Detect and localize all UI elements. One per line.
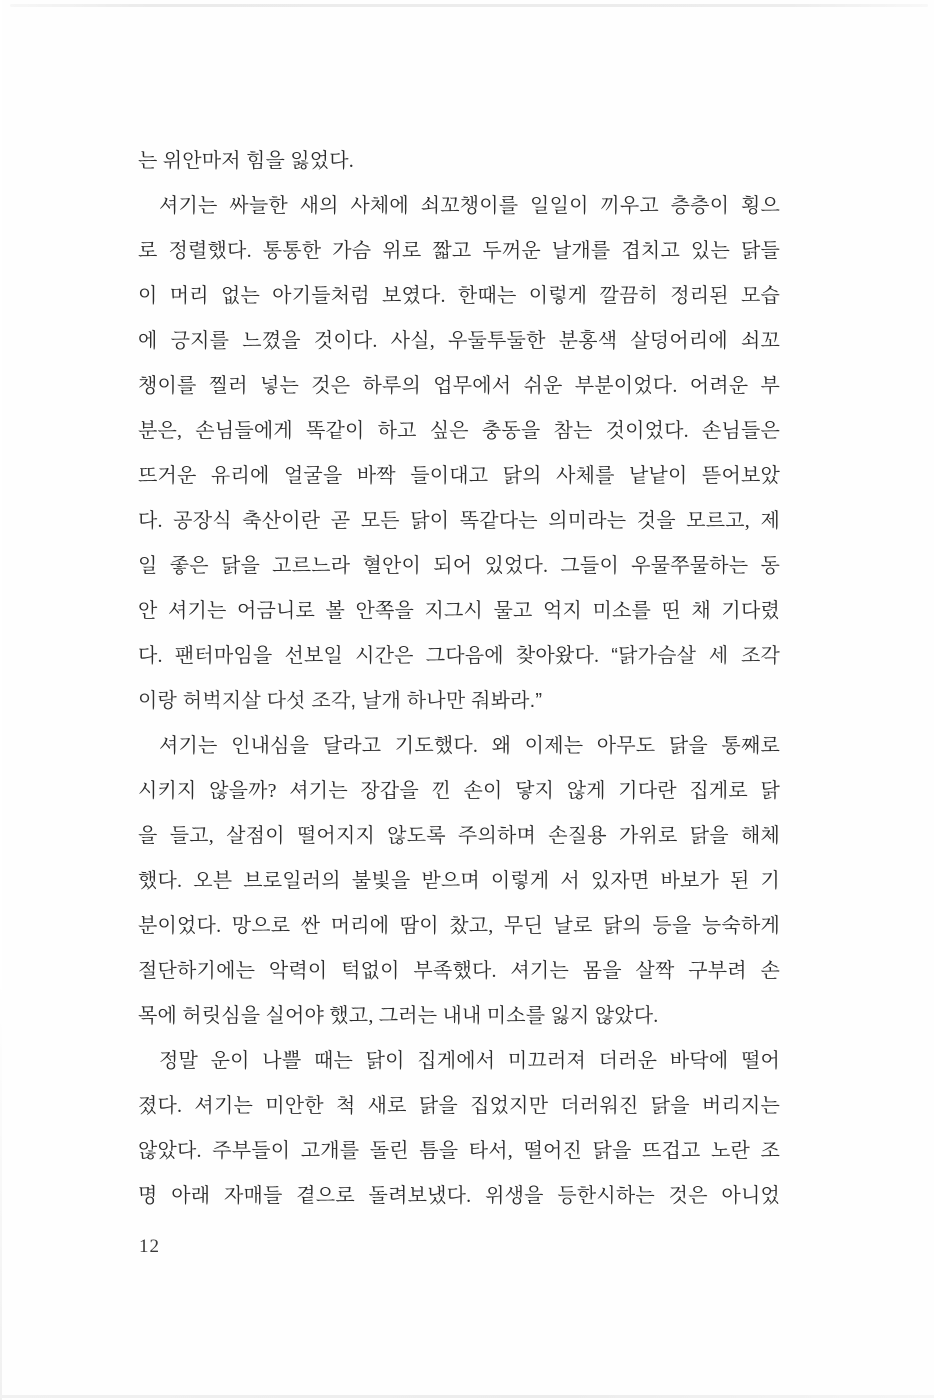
text-line — [138, 274, 780, 319]
paper-edge-left — [0, 0, 2, 1400]
narrative-text: 졌다. 셔기는 미안한 척 새로 닭을 집었지만 더러워진 닭을 버리지는 — [138, 1095, 780, 1117]
text-line — [138, 1129, 780, 1174]
text-line — [138, 499, 780, 544]
text-line — [138, 949, 780, 994]
narrative-text: 다. 공장식 축산이란 곧 모든 닭이 똑같다는 의미라는 것을 모르고, 제 — [138, 510, 780, 532]
text-line — [138, 364, 780, 409]
narrative-text: 분은, 손님들에게 똑같이 하고 싶은 충동을 참는 것이었다. 손님들은 — [138, 420, 780, 442]
text-block — [138, 139, 780, 1219]
text-line — [138, 319, 780, 364]
text-line — [138, 1174, 780, 1219]
narrative-text: 셔기는 싸늘한 새의 사체에 쇠꼬챙이를 일일이 끼우고 층층이 횡으 — [159, 195, 780, 217]
narrative-text: 챙이를 찔러 넣는 것은 하루의 업무에서 쉬운 부분이었다. 어려운 부 — [138, 375, 780, 397]
narrative-text: 을 들고, 살점이 떨어지지 않도록 주의하며 손질용 가위로 닭을 해체 — [138, 825, 780, 847]
text-line — [138, 139, 780, 184]
text-line — [138, 814, 780, 859]
page-number: 12 — [139, 1236, 160, 1257]
narrative-text: 는 위안마저 힘을 잃었다. — [138, 150, 354, 172]
text-line — [138, 184, 780, 229]
narrative-text: 다. 팬터마임을 선보일 시간은 그다음에 찾아왔다. — [138, 645, 612, 667]
narrative-text: 시키지 않을까? 셔기는 장갑을 낀 손이 닿지 않게 기다란 집게로 닭 — [138, 780, 780, 802]
text-line — [138, 904, 780, 949]
text-line — [138, 409, 780, 454]
paper-edge-top — [10, 4, 928, 7]
narrative-text: 안 셔기는 어금니로 볼 안쪽을 지그시 물고 억지 미소를 띤 채 기다렸 — [138, 600, 780, 622]
narrative-text: 이 머리 없는 아기들처럼 보였다. 한때는 이렇게 깔끔히 정리된 모습 — [138, 285, 780, 307]
narrative-text: 일 좋은 닭을 고르느라 혈안이 되어 있었다. 그들이 우물쭈물하는 동 — [138, 555, 780, 577]
narrative-text: 에 긍지를 느꼈을 것이다. 사실, 우둘투둘한 분홍색 살덩어리에 쇠꼬 — [138, 330, 780, 352]
narrative-text: 않았다. 주부들이 고개를 돌린 틈을 타서, 떨어진 닭을 뜨겁고 노란 조 — [138, 1140, 780, 1162]
narrative-text: 뜨거운 유리에 얼굴을 바짝 들이대고 닭의 사체를 낱낱이 뜯어보았 — [138, 465, 780, 487]
text-line — [138, 589, 780, 634]
text-line — [138, 634, 780, 679]
narrative-text: 분이었다. 망으로 싼 머리에 땀이 찼고, 무딘 날로 닭의 등을 능숙하게 — [138, 915, 780, 937]
text-line — [138, 724, 780, 769]
dialogue-text: 이랑 허벅지살 다섯 조각, 날개 하나만 줘봐라.” — [138, 690, 543, 712]
text-line — [138, 994, 780, 1039]
narrative-text: 했다. 오븐 브로일러의 불빛을 받으며 이렇게 서 있자면 바보가 된 기 — [138, 870, 780, 892]
narrative-text: 정말 운이 나쁠 때는 닭이 집게에서 미끄러져 더러운 바닥에 떨어 — [159, 1050, 780, 1072]
text-line — [138, 1039, 780, 1084]
text-line — [138, 454, 780, 499]
text-line — [138, 544, 780, 589]
dialogue-text: “닭가슴살 세 조각 — [611, 645, 781, 667]
paper-edge-bottom — [0, 1395, 934, 1398]
text-line — [138, 769, 780, 814]
text-line — [138, 679, 780, 724]
narrative-text: 셔기는 인내심을 달라고 기도했다. 왜 이제는 아무도 닭을 통째로 — [159, 735, 780, 757]
text-line — [138, 859, 780, 904]
text-line — [138, 1084, 780, 1129]
narrative-text: 명 아래 자매들 곁으로 돌려보냈다. 위생을 등한시하는 것은 아니었 — [138, 1185, 780, 1207]
narrative-text: 로 정렬했다. 통통한 가슴 위로 짧고 두꺼운 날개를 겹치고 있는 닭들 — [138, 240, 780, 262]
narrative-text: 절단하기에는 악력이 턱없이 부족했다. 셔기는 몸을 살짝 구부려 손 — [138, 960, 780, 982]
text-line — [138, 229, 780, 274]
narrative-text: 목에 허릿심을 실어야 했고, 그러는 내내 미소를 잃지 않았다. — [138, 1005, 659, 1027]
